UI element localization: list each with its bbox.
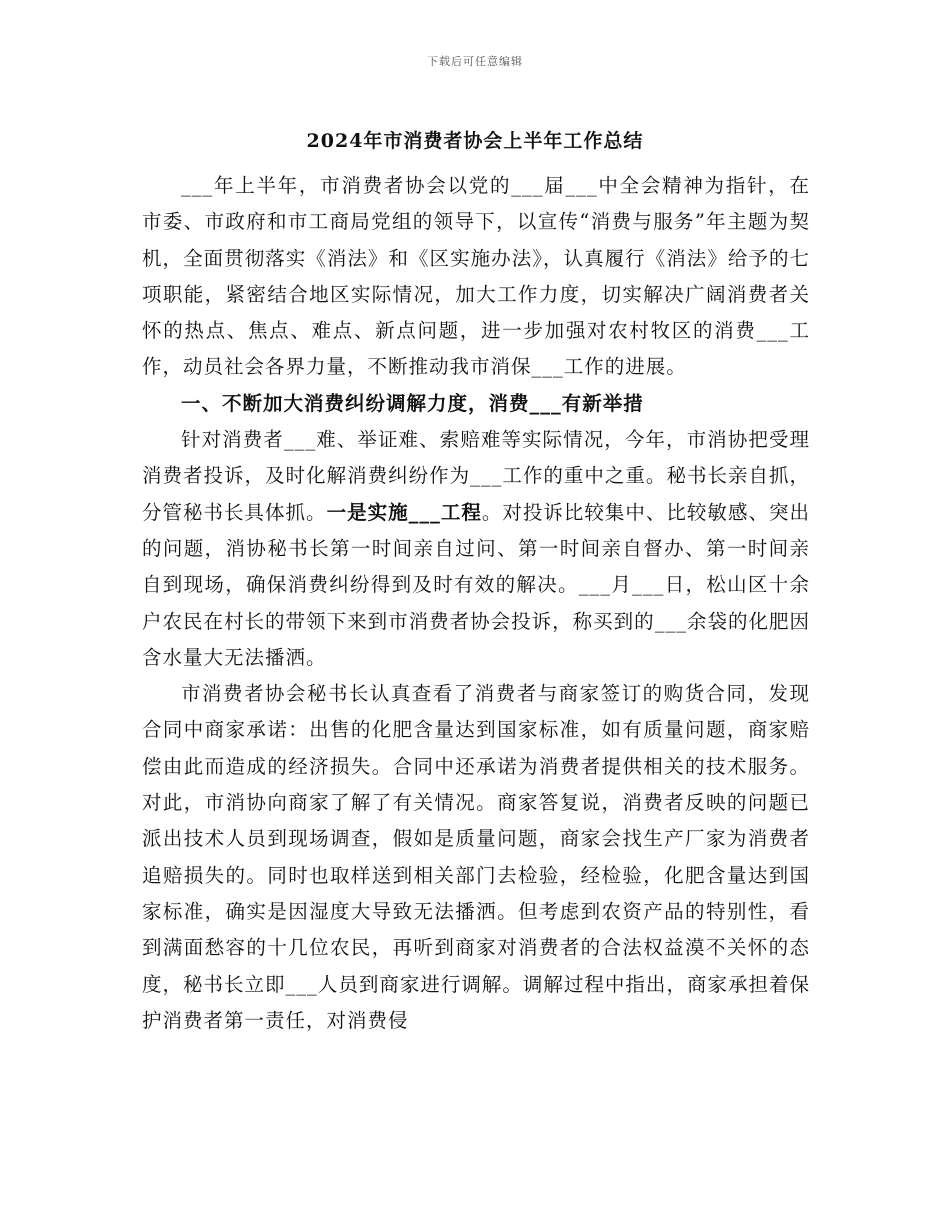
- body-paragraph: 市消费者协会秘书长认真查看了消费者与商家签订的购货合同，发现合同中商家承诺：出售的化肥含量达到国家标准，如有质量问题，商家赔偿由此而造成的经济损失。合同中还承诺为消费者提供相关的技术服务。对此，市消协向商家了解了有关情况。商家答复说，消费者反映的问题已派出技术人员到现场调查，假如是质量问题，商家会找生产厂家为消费者追赔损失的。同时也取样送到相关部门去检验，经检验，化肥含量达到国家标准，确实是因湿度大导致无法播洒。但考虑到农资产品的特别性，看到满面愁容的十几位农民，再听到商家对消费者的合法权益漠不关怀的态度，秘书长立即___人员到商家进行调解。调解过程中指出，商家承担着保护消费者第一责任，对消费侵: [142, 682, 810, 1032]
- paragraph-text: 。对投诉比较集中、比较敏感、突出的问题，消协秘书长第一时间亲自过问、第一时间亲自督办、第一时间亲自到现场，确保消费纠纷得到及时有效的解决。___月___日，松山区十余户农民在村长的带领下来到市消费者协会投诉，称买到的___余袋的化肥因含水量大无法播洒。: [142, 500, 810, 669]
- document-title: 2024年市消费者协会上半年工作总结: [306, 130, 644, 152]
- paragraph-text: 针对消费者___难、举证难、索赔难等实际情况，今年，市消协把受理消费者投诉，及时化解消费纠纷作为___工作的重中之重。秘书长亲自抓，分管秘书长具体抓。: [142, 428, 810, 524]
- body-paragraph: [142, 422, 810, 676]
- page-header: 下载后可任意编辑: [427, 55, 523, 68]
- section-heading: 一、不断加大消费纠纷调解力度，消费___有新举措: [181, 391, 644, 415]
- document-body: [142, 168, 810, 1039]
- intro-paragraph: ___年上半年，市消费者协会以党的___届___中全会精神为指针，在市委、市政府和市工商局党组的领导下，以宣传“消费与服务”年主题为契机，全面贯彻落实《消法》和《区实施办法》，认真履行《消法》给予的七项职能，紧密结合地区实际情况，加大工作力度，切实解决广阔消费者关怀的热点、焦点、难点、新点问题，进一步加强对农村牧区的消费___工作，动员社会各界力量，不断推动我市消保___工作的进展。: [142, 174, 810, 379]
- bold-phrase: 一是实施___工程: [326, 500, 482, 524]
